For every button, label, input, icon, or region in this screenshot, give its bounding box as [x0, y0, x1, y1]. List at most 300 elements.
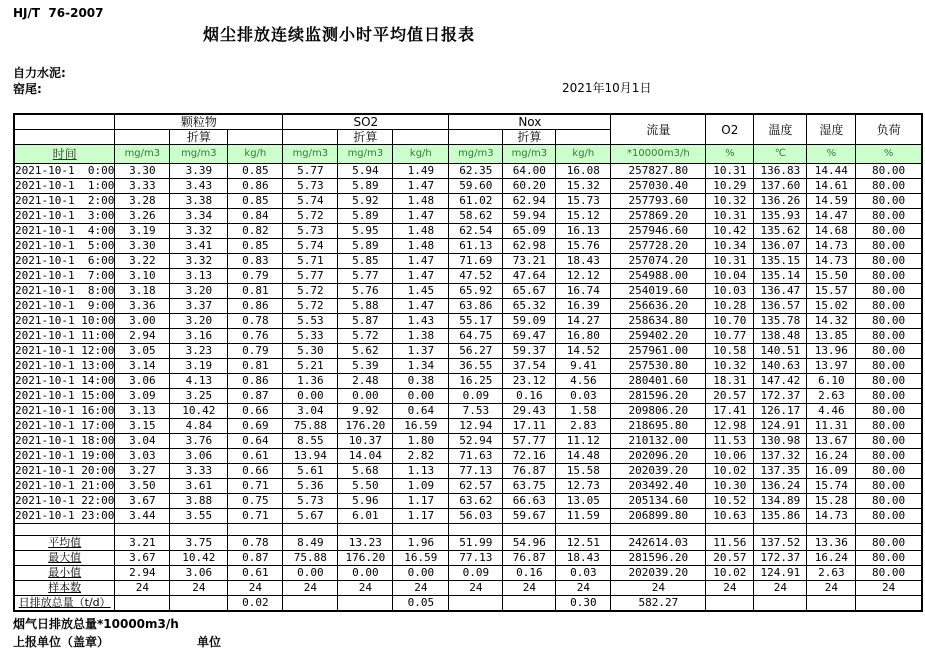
table-row	[14, 224, 922, 239]
value-cell: 0.85	[228, 239, 283, 254]
nox-kgh-unit: kg/h	[556, 145, 611, 164]
time-cell: 2021-10-1 9:00	[15, 299, 115, 312]
daily-total-value-cell	[338, 596, 393, 612]
value-cell: 0.69	[228, 419, 283, 434]
value-cell: 6.10	[807, 374, 856, 389]
value-cell: 0.66	[228, 464, 283, 479]
value-cell: 0.84	[228, 209, 283, 224]
summary-value-cell: 18.43	[556, 551, 611, 566]
time-cell: 2021-10-1 22:00	[15, 494, 115, 507]
value-cell: 4.84	[170, 419, 228, 434]
value-cell: 3.33	[115, 179, 170, 194]
value-cell: 3.76	[170, 434, 228, 449]
blank-cell	[449, 130, 503, 145]
summary-value-cell: 24	[807, 581, 856, 596]
table-row	[14, 299, 922, 314]
value-cell: 0.81	[228, 284, 283, 299]
daily-total-value-cell	[283, 596, 338, 612]
value-cell: 11.59	[556, 509, 611, 524]
value-cell: 16.13	[556, 224, 611, 239]
value-cell: 136.07	[754, 239, 807, 254]
value-cell: 64.75	[449, 329, 503, 344]
value-cell: 135.93	[754, 209, 807, 224]
table-row	[14, 389, 922, 404]
value-cell: 57.77	[503, 434, 556, 449]
value-cell: 75.88	[283, 419, 338, 434]
value-cell: 17.11	[503, 419, 556, 434]
data-rows	[14, 164, 922, 612]
value-cell: 3.38	[170, 194, 228, 209]
value-cell: 2.83	[556, 419, 611, 434]
value-cell: 137.60	[754, 179, 807, 194]
header-rows	[14, 114, 922, 164]
value-cell: 257728.20	[611, 239, 706, 254]
value-cell: 65.32	[503, 299, 556, 314]
value-cell: 10.30	[706, 479, 754, 494]
value-cell: 2.63	[807, 389, 856, 404]
value-cell: 3.09	[115, 389, 170, 404]
value-cell: 59.67	[503, 509, 556, 524]
value-cell: 16.39	[556, 299, 611, 314]
col-group-so2: SO2	[283, 114, 449, 130]
value-cell: 62.54	[449, 224, 503, 239]
summary-value-cell: 13.23	[338, 536, 393, 551]
value-cell: 5.89	[338, 179, 393, 194]
value-cell: 5.89	[338, 239, 393, 254]
value-cell: 3.20	[170, 284, 228, 299]
value-cell: 47.64	[503, 269, 556, 284]
time-cell: 2021-10-1 19:00	[15, 449, 115, 462]
value-cell: 80.00	[856, 344, 922, 359]
value-cell: 3.50	[115, 479, 170, 494]
value-cell: 1.38	[393, 329, 449, 344]
value-cell: 60.20	[503, 179, 556, 194]
value-cell: 12.94	[449, 419, 503, 434]
value-cell: 56.27	[449, 344, 503, 359]
value-cell: 254019.60	[611, 284, 706, 299]
value-cell: 14.73	[807, 509, 856, 524]
value-cell: 80.00	[856, 284, 922, 299]
time-cell: 2021-10-1 7:00	[15, 269, 115, 282]
value-cell: 3.04	[283, 404, 338, 419]
value-cell: 1.48	[393, 194, 449, 209]
time-cell: 2021-10-1 1:00	[15, 179, 115, 192]
value-cell: 10.32	[706, 194, 754, 209]
value-cell: 58.62	[449, 209, 503, 224]
value-cell: 80.00	[856, 389, 922, 404]
value-cell: 5.76	[338, 284, 393, 299]
summary-value-cell: 11.56	[706, 536, 754, 551]
time-cell: 2021-10-1 4:00	[15, 224, 115, 237]
table-row	[14, 254, 922, 269]
value-cell: 10.52	[706, 494, 754, 509]
value-cell: 3.32	[170, 224, 228, 239]
value-cell: 3.30	[115, 239, 170, 254]
summary-value-cell: 24	[611, 581, 706, 596]
summary-value-cell: 24	[228, 581, 283, 596]
value-cell: 135.14	[754, 269, 807, 284]
value-cell: 62.35	[449, 164, 503, 179]
value-cell: 3.61	[170, 479, 228, 494]
time-cell: 2021-10-1 21:00	[15, 479, 115, 492]
value-cell: 209806.20	[611, 404, 706, 419]
value-cell: 3.13	[170, 269, 228, 284]
pm-converted-label: 折算	[170, 130, 228, 145]
value-cell: 138.48	[754, 329, 807, 344]
value-cell: 5.89	[338, 209, 393, 224]
value-cell: 16.08	[556, 164, 611, 179]
summary-value-cell: 54.96	[503, 536, 556, 551]
value-cell: 65.09	[503, 224, 556, 239]
value-cell: 0.66	[228, 404, 283, 419]
value-cell: 3.14	[115, 359, 170, 374]
summary-value-cell: 2.63	[807, 566, 856, 581]
value-cell: 135.15	[754, 254, 807, 269]
value-cell: 0.38	[393, 374, 449, 389]
daily-total-value-cell: 0.30	[556, 596, 611, 612]
value-cell: 140.63	[754, 359, 807, 374]
blank-cell	[228, 524, 283, 536]
value-cell: 0.78	[228, 314, 283, 329]
blank-cell	[556, 524, 611, 536]
value-cell: 76.87	[503, 464, 556, 479]
value-cell: 5.21	[283, 359, 338, 374]
pm-kgh-unit: kg/h	[228, 145, 283, 164]
table-row	[14, 509, 922, 524]
summary-row	[14, 536, 922, 551]
summary-value-cell: 137.52	[754, 536, 807, 551]
summary-value-cell: 0.61	[228, 566, 283, 581]
daily-total-value-cell	[449, 596, 503, 612]
blank-cell	[754, 524, 807, 536]
so2-kgh-unit: kg/h	[393, 145, 449, 164]
summary-value-cell: 0.03	[556, 566, 611, 581]
value-cell: 5.72	[283, 284, 338, 299]
value-cell: 5.36	[283, 479, 338, 494]
value-cell: 203492.40	[611, 479, 706, 494]
value-cell: 136.24	[754, 479, 807, 494]
table-row	[14, 374, 922, 389]
value-cell: 10.42	[170, 404, 228, 419]
report-table	[13, 113, 923, 612]
value-cell: 14.44	[807, 164, 856, 179]
value-cell: 14.27	[556, 314, 611, 329]
summary-value-cell: 3.06	[170, 566, 228, 581]
summary-value-cell: 1.96	[393, 536, 449, 551]
nox-converted-unit: mg/m3	[503, 145, 556, 164]
value-cell: 0.81	[228, 359, 283, 374]
value-cell: 210132.00	[611, 434, 706, 449]
daily-total-value-cell: 0.05	[393, 596, 449, 612]
value-cell: 14.48	[556, 449, 611, 464]
table-row	[14, 239, 922, 254]
value-cell: 3.44	[115, 509, 170, 524]
value-cell: 14.61	[807, 179, 856, 194]
blank-cell	[393, 130, 449, 145]
value-cell: 80.00	[856, 419, 922, 434]
value-cell: 256636.20	[611, 299, 706, 314]
value-cell: 10.63	[706, 509, 754, 524]
value-cell: 80.00	[856, 404, 922, 419]
standard-code: HJ/T 76-2007	[13, 6, 104, 20]
time-cell: 2021-10-1 13:00	[15, 359, 115, 372]
value-cell: 1.47	[393, 254, 449, 269]
value-cell: 0.00	[283, 389, 338, 404]
blank-cell	[393, 524, 449, 536]
value-cell: 56.03	[449, 509, 503, 524]
value-cell: 5.77	[338, 269, 393, 284]
summary-value-cell: 24	[283, 581, 338, 596]
value-cell: 257530.80	[611, 359, 706, 374]
time-cell: 2021-10-1 16:00	[15, 404, 115, 417]
value-cell: 0.00	[393, 389, 449, 404]
value-cell: 5.50	[338, 479, 393, 494]
summary-value-cell: 3.67	[115, 551, 170, 566]
value-cell: 135.78	[754, 314, 807, 329]
value-cell: 2.94	[115, 329, 170, 344]
summary-value-cell: 202039.20	[611, 566, 706, 581]
flow-total-note: 烟气日排放总量*10000m3/h	[13, 617, 179, 631]
value-cell: 13.97	[807, 359, 856, 374]
summary-value-cell: 8.49	[283, 536, 338, 551]
value-cell: 16.80	[556, 329, 611, 344]
time-cell: 2021-10-1 11:00	[15, 329, 115, 342]
value-cell: 124.91	[754, 419, 807, 434]
value-cell: 16.24	[807, 449, 856, 464]
value-cell: 3.05	[115, 344, 170, 359]
value-cell: 0.85	[228, 194, 283, 209]
value-cell: 5.30	[283, 344, 338, 359]
value-cell: 77.13	[449, 464, 503, 479]
blank-cell	[115, 130, 170, 145]
value-cell: 62.94	[503, 194, 556, 209]
value-cell: 14.32	[807, 314, 856, 329]
daily-total-label: 日排放总量（t/d）	[14, 596, 115, 612]
value-cell: 80.00	[856, 254, 922, 269]
value-cell: 0.79	[228, 269, 283, 284]
value-cell: 5.73	[283, 494, 338, 509]
value-cell: 257869.20	[611, 209, 706, 224]
value-cell: 0.09	[449, 389, 503, 404]
summary-value-cell: 176.20	[338, 551, 393, 566]
temp-unit: ℃	[754, 145, 807, 164]
value-cell: 0.82	[228, 224, 283, 239]
summary-value-cell: 24	[393, 581, 449, 596]
value-cell: 5.94	[338, 164, 393, 179]
summary-value-cell: 10.42	[170, 551, 228, 566]
value-cell: 80.00	[856, 299, 922, 314]
value-cell: 137.35	[754, 464, 807, 479]
value-cell: 80.00	[856, 374, 922, 389]
value-cell: 18.43	[556, 254, 611, 269]
summary-value-cell: 2.94	[115, 566, 170, 581]
value-cell: 71.63	[449, 449, 503, 464]
value-cell: 5.85	[338, 254, 393, 269]
value-cell: 62.57	[449, 479, 503, 494]
value-cell: 140.51	[754, 344, 807, 359]
value-cell: 4.46	[807, 404, 856, 419]
value-cell: 11.12	[556, 434, 611, 449]
value-cell: 63.86	[449, 299, 503, 314]
value-cell: 3.23	[170, 344, 228, 359]
time-cell: 2021-10-1 23:00	[15, 509, 115, 522]
blank-cell	[170, 524, 228, 536]
value-cell: 13.67	[807, 434, 856, 449]
value-cell: 3.27	[115, 464, 170, 479]
value-cell: 0.71	[228, 479, 283, 494]
value-cell: 12.12	[556, 269, 611, 284]
value-cell: 5.92	[338, 194, 393, 209]
col-header-o2: O2	[706, 114, 754, 145]
value-cell: 1.49	[393, 164, 449, 179]
value-cell: 3.20	[170, 314, 228, 329]
value-cell: 202039.20	[611, 464, 706, 479]
value-cell: 80.00	[856, 164, 922, 179]
summary-value-cell: 281596.20	[611, 551, 706, 566]
value-cell: 135.62	[754, 224, 807, 239]
value-cell: 257961.00	[611, 344, 706, 359]
value-cell: 10.28	[706, 299, 754, 314]
value-cell: 15.57	[807, 284, 856, 299]
value-cell: 17.41	[706, 404, 754, 419]
table-row	[14, 479, 922, 494]
summary-label: 平均值	[14, 536, 115, 551]
value-cell: 3.26	[115, 209, 170, 224]
value-cell: 135.86	[754, 509, 807, 524]
summary-value-cell: 16.59	[393, 551, 449, 566]
value-cell: 5.72	[338, 329, 393, 344]
table-row	[14, 269, 922, 284]
value-cell: 11.31	[807, 419, 856, 434]
value-cell: 2.82	[393, 449, 449, 464]
value-cell: 73.21	[503, 254, 556, 269]
value-cell: 0.76	[228, 329, 283, 344]
value-cell: 3.39	[170, 164, 228, 179]
summary-value-cell: 0.00	[393, 566, 449, 581]
value-cell: 59.94	[503, 209, 556, 224]
summary-value-cell: 0.09	[449, 566, 503, 581]
value-cell: 0.86	[228, 299, 283, 314]
value-cell: 10.32	[706, 359, 754, 374]
summary-value-cell: 3.75	[170, 536, 228, 551]
value-cell: 10.31	[706, 209, 754, 224]
report-date: 2021年10月1日	[562, 81, 652, 95]
value-cell: 62.98	[503, 239, 556, 254]
value-cell: 10.06	[706, 449, 754, 464]
value-cell: 0.16	[503, 389, 556, 404]
summary-value-cell: 0.00	[283, 566, 338, 581]
value-cell: 9.92	[338, 404, 393, 419]
value-cell: 1.48	[393, 224, 449, 239]
summary-row	[14, 551, 922, 566]
value-cell: 16.74	[556, 284, 611, 299]
value-cell: 5.67	[283, 509, 338, 524]
value-cell: 71.69	[449, 254, 503, 269]
value-cell: 130.98	[754, 434, 807, 449]
value-cell: 80.00	[856, 494, 922, 509]
value-cell: 206899.80	[611, 509, 706, 524]
table-row	[14, 329, 922, 344]
value-cell: 1.36	[283, 374, 338, 389]
table-row	[14, 179, 922, 194]
value-cell: 136.57	[754, 299, 807, 314]
value-cell: 15.58	[556, 464, 611, 479]
summary-value-cell: 242614.03	[611, 536, 706, 551]
summary-value-cell: 51.99	[449, 536, 503, 551]
value-cell: 5.68	[338, 464, 393, 479]
value-cell: 3.06	[170, 449, 228, 464]
value-cell: 5.61	[283, 464, 338, 479]
daily-total-value-cell	[856, 596, 922, 612]
value-cell: 5.72	[283, 299, 338, 314]
table-row	[14, 164, 922, 179]
value-cell: 202096.20	[611, 449, 706, 464]
value-cell: 5.71	[283, 254, 338, 269]
value-cell: 280401.60	[611, 374, 706, 389]
summary-value-cell: 24	[503, 581, 556, 596]
blank-cell	[14, 130, 115, 145]
value-cell: 3.04	[115, 434, 170, 449]
summary-value-cell: 3.21	[115, 536, 170, 551]
blank-cell	[611, 524, 706, 536]
value-cell: 13.94	[283, 449, 338, 464]
value-cell: 1.80	[393, 434, 449, 449]
table-row	[14, 209, 922, 224]
daily-total-value-cell	[503, 596, 556, 612]
value-cell: 3.16	[170, 329, 228, 344]
value-cell: 64.00	[503, 164, 556, 179]
value-cell: 10.03	[706, 284, 754, 299]
table-row	[14, 449, 922, 464]
value-cell: 13.85	[807, 329, 856, 344]
value-cell: 10.31	[706, 254, 754, 269]
table-row	[14, 404, 922, 419]
value-cell: 80.00	[856, 239, 922, 254]
time-cell: 2021-10-1 15:00	[15, 389, 115, 402]
value-cell: 3.22	[115, 254, 170, 269]
value-cell: 0.83	[228, 254, 283, 269]
value-cell: 59.60	[449, 179, 503, 194]
value-cell: 5.77	[283, 269, 338, 284]
value-cell: 1.47	[393, 299, 449, 314]
pm-unit: mg/m3	[115, 145, 170, 164]
value-cell: 14.47	[807, 209, 856, 224]
header-group-row	[14, 114, 922, 130]
value-cell: 3.19	[170, 359, 228, 374]
nox-converted-label: 折算	[503, 130, 556, 145]
value-cell: 5.88	[338, 299, 393, 314]
value-cell: 10.58	[706, 344, 754, 359]
time-cell: 2021-10-1 5:00	[15, 239, 115, 252]
value-cell: 3.18	[115, 284, 170, 299]
summary-label: 最小值	[14, 566, 115, 581]
value-cell: 16.59	[393, 419, 449, 434]
value-cell: 3.36	[115, 299, 170, 314]
summary-value-cell: 20.57	[706, 551, 754, 566]
value-cell: 147.42	[754, 374, 807, 389]
value-cell: 8.55	[283, 434, 338, 449]
flow-unit: *10000m3/h	[611, 145, 706, 164]
table-row	[14, 359, 922, 374]
value-cell: 4.56	[556, 374, 611, 389]
col-header-temp: 温度	[754, 114, 807, 145]
value-cell: 126.17	[754, 404, 807, 419]
so2-converted-unit: mg/m3	[338, 145, 393, 164]
value-cell: 0.86	[228, 179, 283, 194]
value-cell: 3.88	[170, 494, 228, 509]
summary-row	[14, 581, 922, 596]
daily-total-value-cell	[115, 596, 170, 612]
